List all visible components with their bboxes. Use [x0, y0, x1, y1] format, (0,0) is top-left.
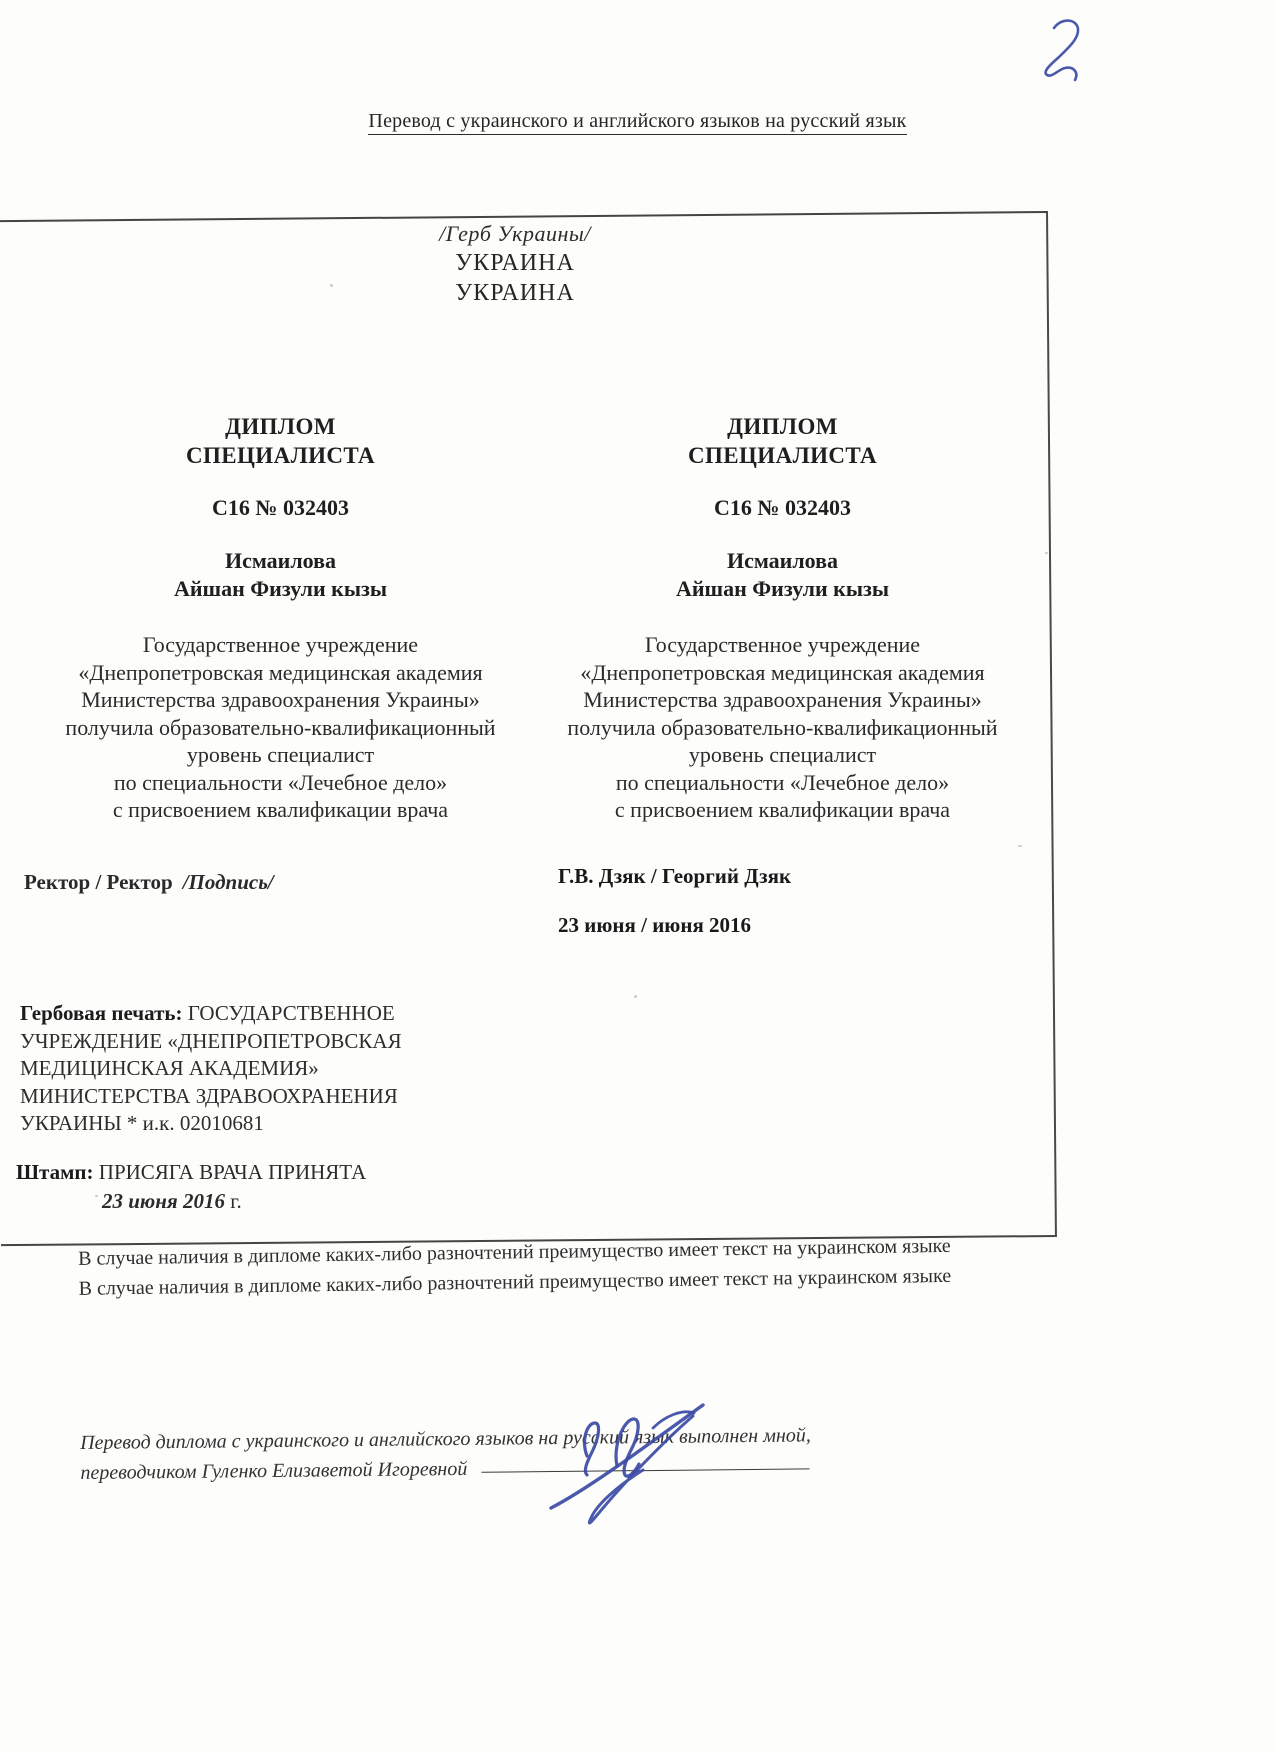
stamp-date: 23 июня 2016 — [102, 1189, 225, 1213]
signature-placeholder: /Подпись/ — [182, 870, 274, 894]
country-name-line1: УКРАИНА — [455, 250, 575, 276]
rector-label: Ректор / Ректор — [24, 870, 173, 894]
seal-label: Гербовая печать: — [20, 1001, 183, 1025]
translation-direction-text: Перевод с украинского и английского языков на русский язык — [368, 110, 906, 135]
diploma-body-text: Государственное учреждение «Днепропетровская медицинская академия Министерства здравоохранения Украины» получила образовательно-квалификационный уровень специалист по специальности «Лечебное дело» с присвоением квалификации врача — [65, 632, 496, 822]
seal-line-4: МИНИСТЕРСТВА ЗДРАВООХРАНЕНИЯ — [20, 1083, 398, 1108]
disclaimer-line: В случае наличия в дипломе каких-либо разночтений преимущество имеет текст на украинском языке — [78, 1264, 952, 1300]
seal-line-3: МЕДИЦИНСКАЯ АКАДЕМИЯ» — [20, 1056, 319, 1080]
diploma-body-text: Государственное учреждение «Днепропетровская медицинская академия Министерства здравоохранения Украины» получила образовательно-квалификационный уровень специалист по специальности «Лечебное дело» с присвоением квалификации врача — [567, 632, 998, 822]
handwritten-2-icon — [1032, 12, 1096, 84]
seal-description — [20, 1000, 520, 1138]
diploma-series-number: С16 № 032403 — [714, 495, 851, 520]
handwritten-signature-icon — [535, 1390, 747, 1532]
diploma-column-right — [530, 412, 1035, 824]
issue-date: 23 июня / июня 2016 — [558, 913, 752, 937]
translator-signature — [535, 1390, 747, 1532]
seal-line-5: УКРАИНЫ * и.к. 02010681 — [20, 1111, 264, 1135]
scan-speck — [1045, 552, 1048, 554]
seal-line-1 — [20, 1000, 520, 1028]
diploma-title: ДИПЛОМ СПЕЦИАЛИСТА — [687, 414, 878, 468]
translator-name-text: переводчиком Гуленко Елизаветой Игоревной — [80, 1457, 468, 1484]
diploma-series-number: С16 № 032403 — [212, 495, 349, 520]
stamp-date-line — [16, 1187, 366, 1216]
stamp-description — [16, 1158, 366, 1216]
stamp-date-suffix: г. — [230, 1189, 242, 1213]
translator-line-1: Перевод диплома с украинского и английского языков на русский язык выполнен мной, — [80, 1424, 811, 1454]
coat-of-arms-note: /Герб Украины/ — [439, 221, 591, 246]
holder-name: Исмаилова Айшан Физули кызы — [173, 548, 388, 601]
stamp-text: ПРИСЯГА ВРАЧА ПРИНЯТА — [98, 1160, 367, 1184]
seal-line-1-text: ГОСУДАРСТВЕННОЕ — [187, 1001, 395, 1025]
scan-speck — [330, 284, 333, 287]
diploma-title: ДИПЛОМ СПЕЦИАЛИСТА — [185, 414, 376, 468]
signer-block — [558, 864, 791, 938]
rector-name: Г.В. Дзяк / Георгий Дзяк — [558, 864, 792, 888]
rector-line — [24, 870, 274, 895]
diploma-head — [0, 221, 1030, 307]
scan-speck — [95, 1195, 98, 1197]
scan-speck — [1018, 845, 1022, 847]
translation-direction-header — [60, 110, 1215, 133]
seal-line-2: УЧРЕЖДЕНИЕ «ДНЕПРОПЕТРОВСКАЯ — [20, 1028, 402, 1053]
stamp-line-1 — [16, 1158, 366, 1187]
handwritten-page-number — [1032, 12, 1096, 84]
stamp-label: Штамп: — [16, 1160, 94, 1184]
diploma-column-left — [28, 412, 533, 824]
disclaimer-line: В случае наличия в дипломе каких-либо разночтений преимущество имеет текст на украинском языке — [78, 1234, 951, 1270]
country-name-line2: УКРАИНА — [455, 280, 575, 306]
holder-name: Исмаилова Айшан Физули кызы — [675, 548, 890, 601]
scan-speck — [634, 995, 637, 998]
